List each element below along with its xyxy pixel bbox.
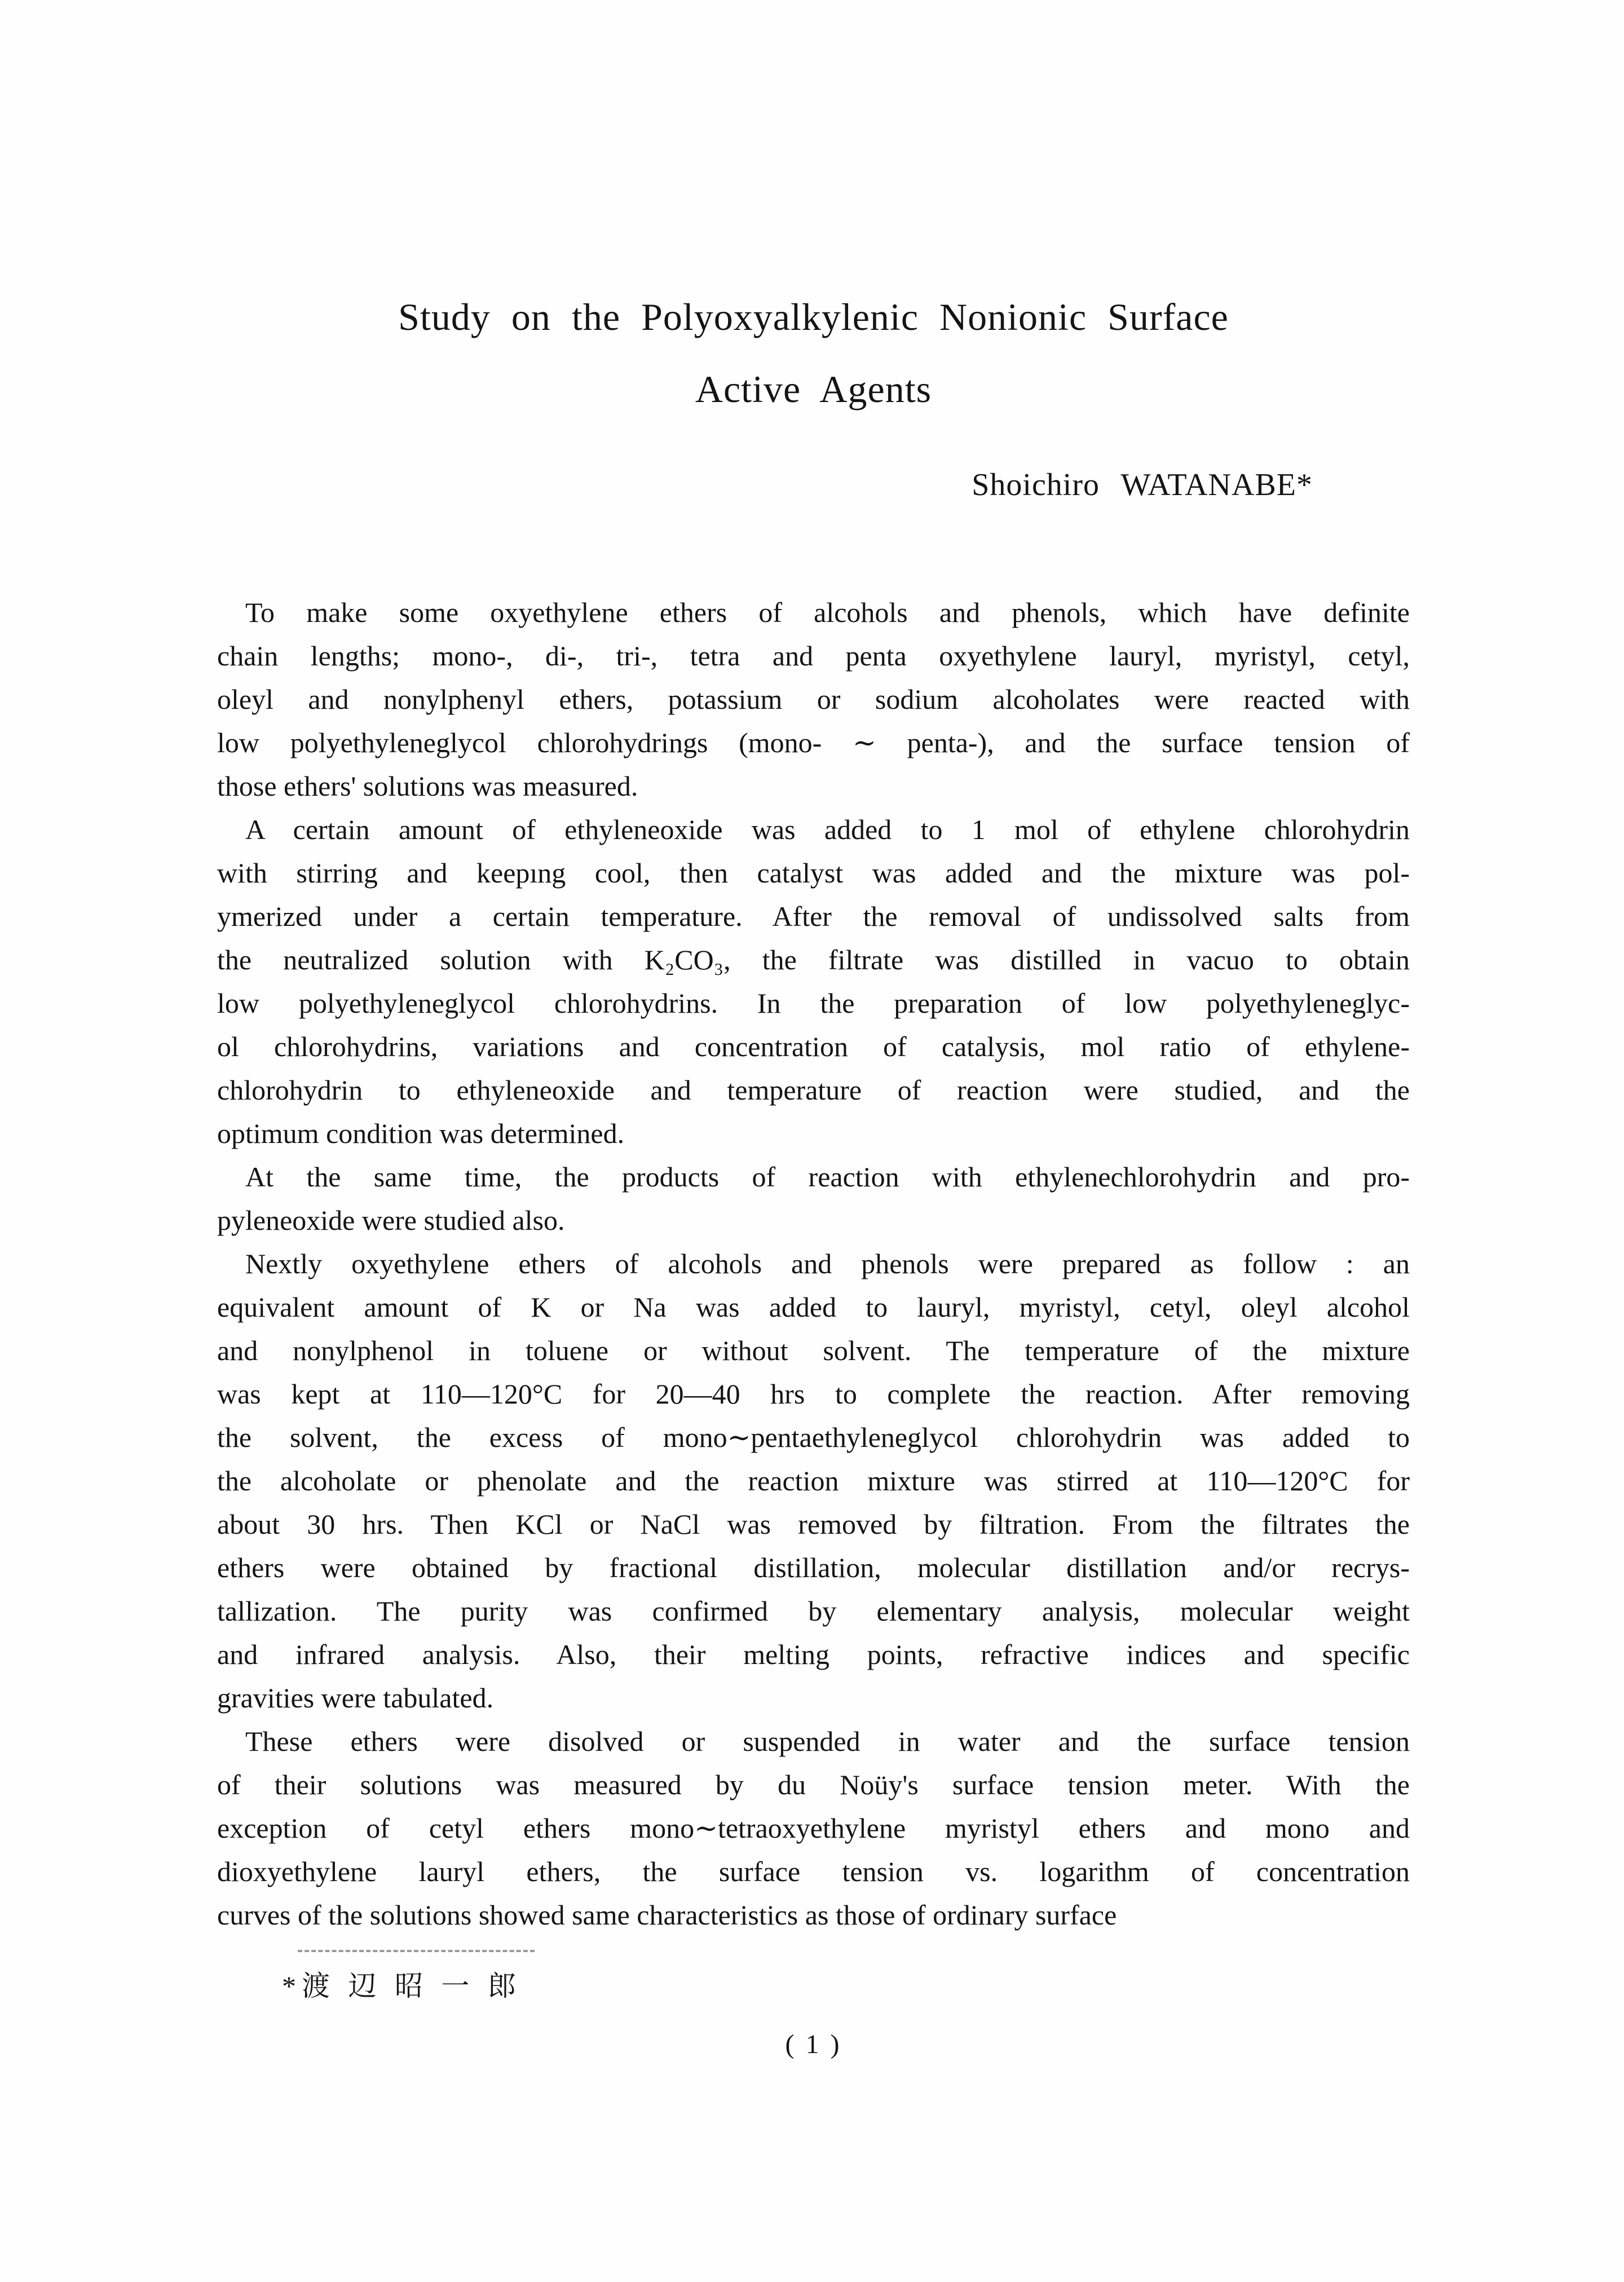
- text-line: with stirring and keepıng cool, then catalyst was added and the mixture was pol-: [217, 857, 1410, 889]
- author-line: Shoichiro WATANABE*: [972, 467, 1313, 502]
- footnote-separator: [298, 1950, 535, 1952]
- text-line: pyleneoxide were studied also.: [217, 1204, 565, 1236]
- text-line: equivalent amount of K or Na was added to lauryl, myristyl, cetyl, oleyl alcohol: [217, 1291, 1410, 1323]
- text-line: Nextly oxyethylene ethers of alcohols and phenols were prepared as follow : an: [245, 1248, 1410, 1279]
- text-line: chlorohydrin to ethyleneoxide and temperature of reaction were studied, and the: [217, 1074, 1410, 1106]
- text-line: was kept at 110—120°C for 20—40 hrs to complete the reaction. After removing: [217, 1378, 1410, 1410]
- text-line: To make some oxyethylene ethers of alcohols and phenols, which have definite: [245, 597, 1410, 628]
- text-line: and nonylphenol in toluene or without solvent. The temperature of the mixture: [217, 1335, 1410, 1366]
- paper-title-line-1: Study on the Polyoxyalkylenic Nonionic Surface: [398, 295, 1229, 338]
- text-line: and infrared analysis. Also, their melting points, refractive indices and specific: [217, 1639, 1410, 1670]
- text-line: the solvent, the excess of mono∼pentaethyleneglycol chlorohydrin was added to: [217, 1422, 1410, 1453]
- text-line: of their solutions was measured by du Noüy's surface tension meter. With the: [217, 1769, 1410, 1800]
- footnote: *渡 辺 昭 一 郎: [282, 1970, 522, 2002]
- paper-title: [217, 281, 1410, 425]
- text-line: A certain amount of ethyleneoxide was added to 1 mol of ethylene chlorohydrin: [245, 814, 1410, 845]
- text-line: about 30 hrs. Then KCl or NaCl was removed by filtration. From the filtrates the: [217, 1508, 1410, 1540]
- text-line: oleyl and nonylphenyl ethers, potassium or sodium alcoholates were reacted with: [217, 683, 1410, 715]
- page-number: ( 1 ): [785, 2029, 842, 2059]
- text-line: those ethers' solutions was measured.: [217, 770, 638, 802]
- text-line: These ethers were disolved or suspended in water and the surface tension: [245, 1725, 1410, 1757]
- paper-title-line-2: Active Agents: [695, 368, 932, 411]
- text-line: optimum condition was determined.: [217, 1118, 625, 1149]
- text-line: curves of the solutions showed same characteristics as those of ordinary surface: [217, 1899, 1117, 1931]
- text-line: ymerized under a certain temperature. After the removal of undissolved salts from: [217, 901, 1410, 932]
- text-line: low polyethyleneglycol chlorohydrins. In the preparation of low polyethyleneglyc-: [217, 987, 1410, 1019]
- text-line: chain lengths; mono-, di-, tri-, tetra and penta oxyethylene lauryl, myristyl, cetyl,: [217, 640, 1410, 672]
- text-line: ethers were obtained by fractional distillation, molecular distillation and/or recrys-: [217, 1552, 1410, 1583]
- text-line: gravities were tabulated.: [217, 1682, 494, 1714]
- body-text: [217, 591, 1410, 1937]
- text-line: the neutralized solution with K₂CO₃, the filtrate was distilled in vacuo to obtain: [217, 944, 1410, 976]
- text-line: dioxyethylene lauryl ethers, the surface tension vs. logarithm of concentration: [217, 1856, 1410, 1887]
- text-line: ol chlorohydrins, variations and concentration of catalysis, mol ratio of ethylene-: [217, 1031, 1410, 1062]
- text-line: At the same time, the products of reaction with ethylenechlorohydrin and pro-: [245, 1161, 1410, 1193]
- text-line: low polyethyleneglycol chlorohydrings (mono- ∼ penta-), and the surface tension of: [217, 727, 1410, 758]
- text-line: tallization. The purity was confirmed by elementary analysis, molecular weight: [217, 1595, 1410, 1627]
- text-line: the alcoholate or phenolate and the reaction mixture was stirred at 110—120°C for: [217, 1465, 1410, 1497]
- text-line: exception of cetyl ethers mono∼tetraoxyethylene myristyl ethers and mono and: [217, 1812, 1410, 1844]
